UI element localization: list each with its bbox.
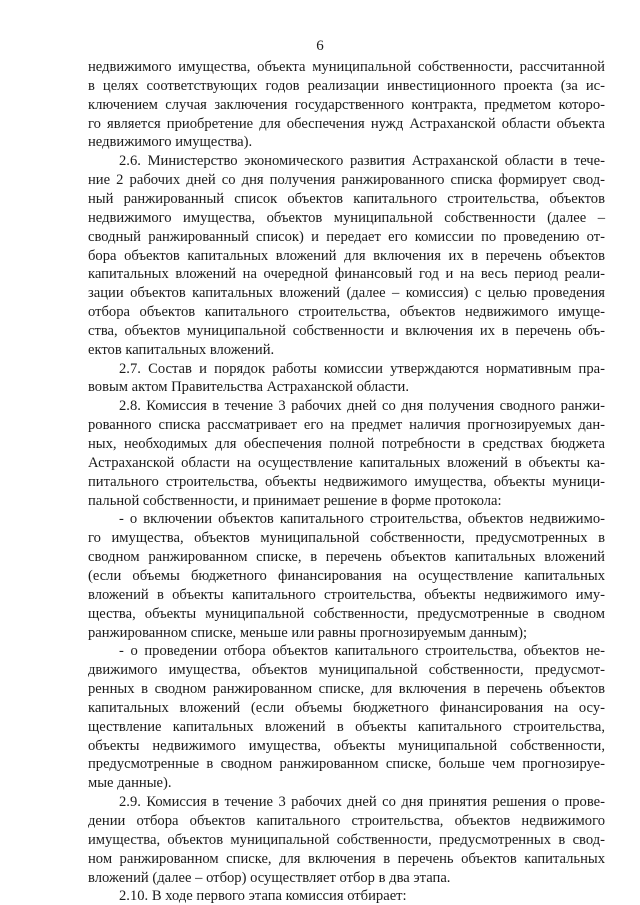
text-line: ектов капитальных вложений. xyxy=(88,341,275,358)
text-line: - о включении объектов капитального строительства, объектов недвижимо- xyxy=(119,511,605,528)
text-line: 2.8. Комиссия в течение 3 рабочих дней со дня получения сводного ранжи- xyxy=(119,398,605,415)
text-line: пальной собственности, и принимает решение в форме протокола: xyxy=(88,492,502,509)
text-line: Астраханской области на осуществление капитальных вложений в объекты ка- xyxy=(88,454,605,471)
text-line: 2.7. Состав и порядок работы комиссии утверждаются нормативным пра- xyxy=(119,360,605,377)
text-line: мые данные). xyxy=(88,775,172,792)
text-line: - о проведении отбора объектов капитального строительства, объектов не- xyxy=(119,643,605,660)
text-line: щества, объекты муниципальной собственности, предусмотренные в сводном xyxy=(88,605,605,622)
text-line: зации объектов капитальных вложений (далее – комиссия) с целью проведения xyxy=(88,285,605,302)
text-line: рованного списка рассматривает его на предмет наличия прогнозируемых дан- xyxy=(88,417,605,434)
text-line: питального строительства, объекты недвижимого имущества, объекты муници- xyxy=(88,473,605,490)
page-number: 6 xyxy=(316,38,324,54)
text-line: го имущества, объектов муниципальной собственности, предусмотренных в xyxy=(88,530,605,547)
text-line: 2.6. Министерство экономического развития Астраханской области в тече- xyxy=(119,153,605,170)
text-line: ние 2 рабочих дней со дня получения ранжированного списка формирует свод- xyxy=(88,172,605,189)
text-line: ства, объектов муниципальной собственности и включения их в перечень объ- xyxy=(88,322,605,339)
text-line: вложений в объекты капитального строительства, объекты недвижимого иму- xyxy=(88,586,605,603)
text-line: го является приобретение для обеспечения нужд Астраханской области объекта xyxy=(88,115,605,132)
text-line: недвижимого имущества). xyxy=(88,134,253,151)
text-line: ранжированном списке, меньше или равны прогнозируемым данным); xyxy=(88,624,528,641)
text-line: недвижимого имущества, объектов муниципальной собственности (далее – xyxy=(88,209,605,226)
text-line: отбора объектов капитального строительства, объектов недвижимого имуще- xyxy=(88,304,605,321)
text-line: вовым актом Правительства Астраханской области. xyxy=(88,379,410,396)
text-line: имущества, объектов муниципальной собственности, предусмотренных в свод- xyxy=(88,831,605,848)
text-line: недвижимого имущества, объекта муниципальной собственности, рассчитанной xyxy=(88,59,605,75)
text-line: 2.10. В ходе первого этапа комиссия отбирает: xyxy=(119,888,407,905)
text-line: в целях соответствующих годов реализации инвестиционного проекта (за ис- xyxy=(88,77,605,94)
text-line: ных, необходимых для обеспечения полной потребности в средствах бюджета xyxy=(88,436,605,452)
text-line: ществление капитальных вложений в объекты капитального строительства, xyxy=(88,718,605,735)
text-line: движимого имущества, объектов муниципальной собственности, предусмот- xyxy=(88,662,605,679)
text-line: капитальных вложений на очередной финансовый год и на весь период реали- xyxy=(88,266,605,283)
text-line: предусмотренные в сводном ранжированном списке, больше чем прогнозируе- xyxy=(88,756,605,773)
text-line: ный ранжированный список объектов капитального строительства, объектов xyxy=(88,190,605,207)
text-line: 2.9. Комиссия в течение 3 рабочих дней со дня принятия решения о прове- xyxy=(119,794,605,811)
text-line: ном ранжированном списке, для включения в перечень объектов капитальных xyxy=(88,850,605,867)
text-line: бора объектов капитальных вложений для включения их в перечень объектов xyxy=(88,247,605,264)
text-line: ренных в сводном ранжированном списке, для включения в перечень объектов xyxy=(88,681,605,698)
text-line: (если объемы бюджетного финансирования на осуществление капитальных xyxy=(88,567,605,584)
text-line: объекты недвижимого имущества, объекты муниципальной собственности, xyxy=(88,737,605,754)
text-line: вложений (далее – отбор) осуществляет отбор в два этапа. xyxy=(88,869,451,886)
text-line: сводном ранжированном списке, в перечень объектов капитальных вложений xyxy=(88,549,605,566)
text-line: капитальных вложений (если объемы бюджетного финансирования на осу- xyxy=(88,699,605,716)
text-line: дении отбора объектов капитального строительства, объектов недвижимого xyxy=(88,813,605,829)
text-line: сводный ранжированный список) и передает его комиссии по проведению от- xyxy=(88,228,605,245)
text-line: ключением случая заключения государственного контракта, предметом которо- xyxy=(88,96,605,113)
